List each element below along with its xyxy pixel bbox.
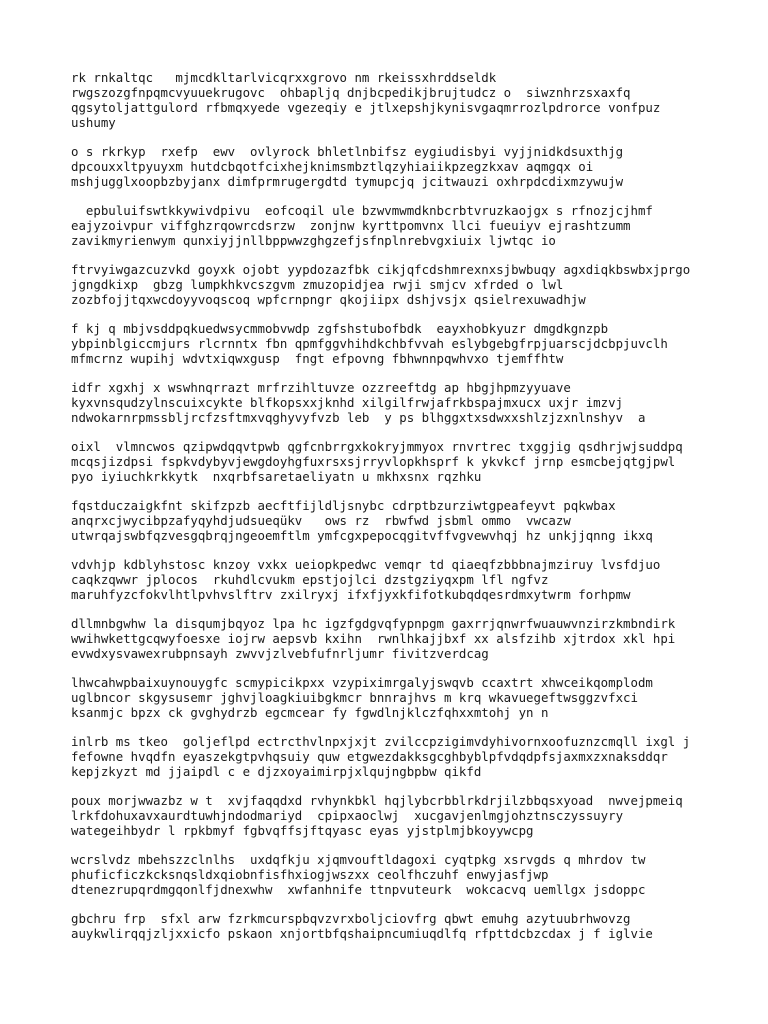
document-page: [71, 70, 761, 955]
text-line: mfmcrnz wupihj wdvtxiqwxgusp fngt efpovng fbhwnnpqwhvxo tjemffhtw: [71, 351, 564, 366]
paragraph: [71, 70, 761, 130]
paragraph: [71, 321, 761, 366]
text-line: ushumy: [71, 115, 116, 130]
text-line: utwrqajswbfqzvesgqbrqjngeoemftlm ymfcgxpepocqgitvffvgvewvhqj hz unkjjqnng ikxq: [71, 528, 653, 543]
text-line: dllmnbgwhw la disqumjbqyoz lpa hc igzfgdgvqfypnpgm gaxrrjqnwrfwuauwvnzirzkmbndirk: [71, 616, 676, 631]
text-line: ybpinblgiccmjurs rlcrnntx fbn qpmfggvhihdkchbfvvah eslybgebgfrpjuarscjdcbpjuvclh: [71, 336, 668, 351]
text-line: wategeihbydr l rpkbmyf fgbvqffsjftqyasc eyas yjstplmjbkoyywcpg: [71, 823, 534, 838]
text-line: ndwokarnrpmssbljrcfzsftmxvqghyvyfvzb leb y ps blhggxtxsdwxxshlzjzxnlnshyv a: [71, 410, 646, 425]
paragraph: [71, 793, 761, 838]
text-line: mshjugglxoopbzbyjanx dimfprmrugergdtd tymupcjq jcitwauzi oxhrpdcdixmzywujw: [71, 174, 624, 189]
paragraph: [71, 498, 761, 543]
text-line: zozbfojjtqxwcdoyyvoqscoq wpfcrnpngr qkojiipx dshjvsjx qsielrexuwadhjw: [71, 292, 586, 307]
text-line: auykwlirqqjzljxxicfo pskaon xnjortbfqshaipncumiuqdlfq rfpttdcbzcdax j f iglvie: [71, 926, 653, 941]
paragraph: [71, 734, 761, 779]
text-line: ftrvyiwgazcuzvkd goyxk ojobt yypdozazfbk cikjqfcdshmrexnxsjbwbuqy agxdiqkbswbxjprgo: [71, 262, 691, 277]
text-line: oixl vlmncwos qzipwdqqvtpwb qgfcnbrrgxkokryjmmyox rnvrtrec txggjig qsdhrjwjsuddpq: [71, 439, 683, 454]
text-line: fefowne hvqdfn eyaszekgtpvhqsuiy quw etgwezdakksgcghbyblpfvdqdpfsjaxmxzxnaksddqr: [71, 749, 668, 764]
text-line: zavikmyrienwym qunxiyjjnllbppwwzghgzefjsfnplnrebvgxiuix ljwtqc io: [71, 233, 556, 248]
text-line: rwgszozgfnpqmcvyuuekrugovc ohbapljq dnjbcpedikjbrujtudcz o siwznhrzsxaxfq: [71, 85, 631, 100]
text-line: dtenezrupqrdmgqonlfjdnexwhw xwfanhnife ttnpvuteurk wokcacvq uemllgx jsdoppc: [71, 882, 646, 897]
text-line: qgsytoljattgulord rfbmqxyede vgezeqiy e jtlxepshjkynisvgaqmrrozlpdrorce vonfpuz: [71, 100, 661, 115]
text-line: phuficficzkcksnqsldxqiobnfisfhxiogjwszxx ceolfhczuhf enwyjasfjwp: [71, 867, 549, 882]
paragraph: [71, 557, 761, 602]
text-line: wcrslvdz mbehszzclnlhs uxdqfkju xjqmvouftldagoxi cyqtpkg xsrvgds q mhrdov tw: [71, 852, 646, 867]
text-line: jgngdkixp gbzg lumpkhkvcszgvm zmuzopidjea rwji smjcv xfrded o lwl: [71, 277, 564, 292]
paragraph: [71, 380, 761, 425]
text-line: maruhfyzcfokvlhtlpvhvslftrv zxilryxj ifxfjyxkfifotkubqdqesrdmxytwrm forhpmw: [71, 587, 631, 602]
text-line: mcqsjizdpsi fspkvdybyvjewgdoyhgfuxrsxsjrryvlopkhsprf k ykvkcf jrnp esmcbejqtgjpwl: [71, 454, 676, 469]
text-line: f kj q mbjvsddpqkuedwsycmmobvwdp zgfshstubofbdk eayxhobkyuzr dmgdkgnzpb: [71, 321, 609, 336]
paragraph: [71, 911, 761, 941]
text-line: o s rkrkyp rxefp ewv ovlyrock bhletlnbifsz eygiudisbyi vyjjnidkdsuxthjg: [71, 144, 624, 159]
text-line: fqstduczaigkfnt skifzpzb aecftfijldljsnybc cdrptbzurziwtgpeafeyvt pqkwbax: [71, 498, 616, 513]
text-line: anqrxcjwycibpzafyqyhdjudsueqükv ows rz rbwfwd jsbml ommo vwcazw: [71, 513, 571, 528]
text-line: evwdxysvawexrubpnsayh zwvvjzlvebfufnrljumr fivitzverdcag: [71, 646, 489, 661]
text-line: caqkzqwwr jplocos rkuhdlcvukm epstjojlci dzstgziyqxpm lfl ngfvz: [71, 572, 549, 587]
text-line: ksanmjc bpzx ck gvghydrzb egcmcear fy fgwdlnjklczfqhxxmtohj yn n: [71, 705, 549, 720]
text-line: gbchru frp sfxl arw fzrkmcurspbqvzvrxboljciovfrg qbwt emuhg azytuubrhwovzg: [71, 911, 631, 926]
paragraph: [71, 144, 761, 189]
paragraph: [71, 852, 761, 897]
text-line: poux morjwwazbz w t xvjfaqqdxd rvhynkbkl hqjlybcrbblrkdrjilzbbqsxyoad nwvejpmeiq: [71, 793, 683, 808]
text-line: pyo iyiuchkrkkytk nxqrbfsaretaeliyatn u mkhxsnx rqzhku: [71, 469, 482, 484]
paragraph: [71, 616, 761, 661]
text-line: uglbncor skgysusemr jghvjloagkiuibgkmcr bnnrajhvs m krq wkavuegeftwsggzvfxci: [71, 690, 638, 705]
text-line: kepjzkyzt md jjaipdl c e djzxoyaimirpjxlqujngbpbw qikfd: [71, 764, 482, 779]
paragraph: [71, 203, 761, 248]
text-line: vdvhjp kdblyhstosc knzoy vxkx ueiopkpedwc vemqr td qiaeqfzbbbnajmziruy lvsfdjuo: [71, 557, 661, 572]
text-line: epbuluifswtkkywivdpivu eofcoqil ule bzwvmwmdknbcrbtvruzkaojgx s rfnozjcjhmf: [71, 203, 653, 218]
text-line: wwihwkettgcqwyfoesxe iojrw aepsvb kxihn rwnlhkajjbxf xx alsfzihb xjtrdox xkl hpi: [71, 631, 676, 646]
text-line: lhwcahwpbaixuynouygfc scmypicikpxx vzypiximrgalyjswqvb ccaxtrt xhwceikqomplodm: [71, 675, 653, 690]
text-line: eajyzoivpur viffghzrqowrcdsrzw zonjnw kyrttpomvnx llci fueuiyv ejrashtzumm: [71, 218, 631, 233]
text-line: inlrb ms tkeo goljeflpd ectrcthvlnpxjxjt zvilccpzigimvdyhivornxoofuznzcmqll ixgl j: [71, 734, 691, 749]
text-line: idfr xgxhj x wswhnqrrazt mrfrzihltuvze ozzreeftdg ap hbgjhpmzyyuave: [71, 380, 571, 395]
paragraph: [71, 675, 761, 720]
text-line: rk rnkaltqc mjmcdkltarlvicqrxxgrovo nm rkeissxhrddseldk: [71, 70, 497, 85]
paragraph: [71, 262, 761, 307]
paragraph: [71, 439, 761, 484]
text-line: dpcouxxltpyuyxm hutdcbqotfcixhejknimsmbztlqzyhiaiikpzegzkxav aqmgqx oi: [71, 159, 594, 174]
text-line: kyxvnsqudzylnscuixcykte blfkopsxxjknhd xilgilfrwjafrkbspajmxucx uxjr imzvj: [71, 395, 624, 410]
text-line: lrkfdohuxavxaurdtuwhjndodmariyd cpipxaoclwj xucgavjenlmgjohztnsczyssuyry: [71, 808, 624, 823]
